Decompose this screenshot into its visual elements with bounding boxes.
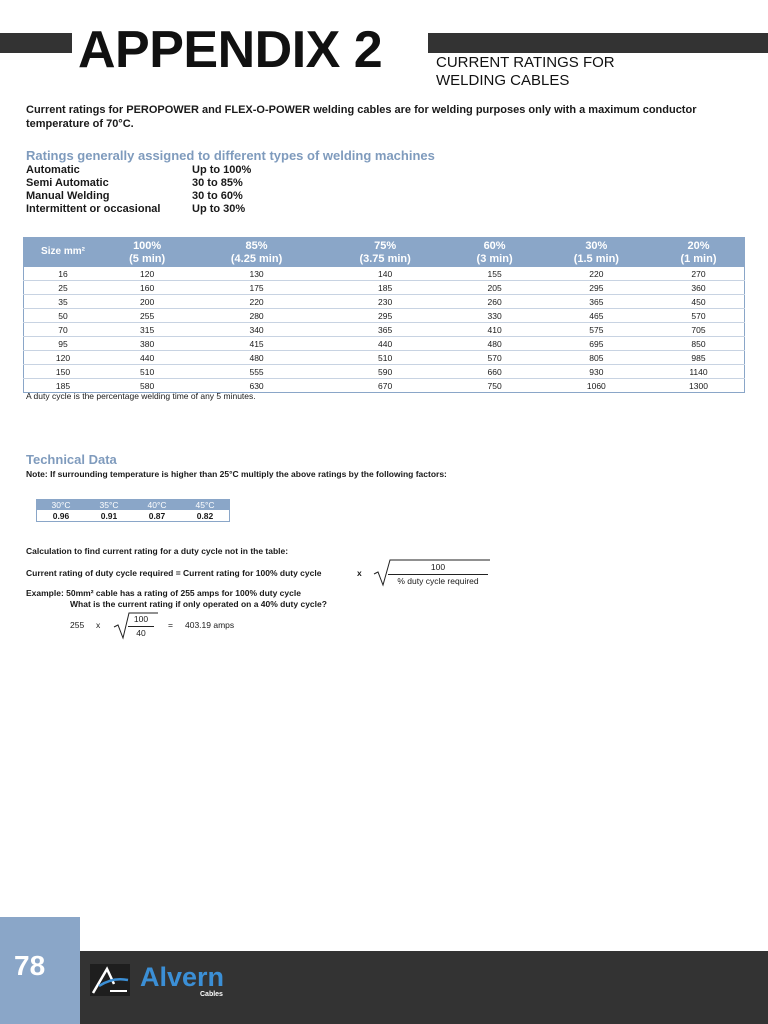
size-column-header: Size mm² <box>24 238 103 268</box>
rating-cell: 510 <box>321 351 450 365</box>
duty-time: (3.75 min) <box>359 252 411 265</box>
current-ratings-table <box>23 237 745 393</box>
duty-column-header <box>102 238 192 268</box>
factor-value: 0.96 <box>52 510 70 521</box>
rating-cell: 185 <box>321 281 450 295</box>
rating-cell: 695 <box>540 337 653 351</box>
duty-time: (3 min) <box>476 252 513 265</box>
rating-cell: 230 <box>321 295 450 309</box>
technical-data-heading: Technical Data <box>26 452 117 467</box>
example-result: 403.19 amps <box>185 620 235 630</box>
size-cell: 70 <box>24 323 103 337</box>
page-number: 78 <box>14 950 46 981</box>
rating-value: Up to 100% <box>192 164 252 176</box>
factor-value: 0.91 <box>100 510 118 521</box>
rating-cell: 380 <box>102 337 192 351</box>
subtitle-line-1: CURRENT RATINGS FOR <box>436 54 615 71</box>
temp-header: 40°C <box>133 500 181 511</box>
rating-cell: 705 <box>653 323 745 337</box>
rating-cell: 1140 <box>653 365 745 379</box>
rating-cell: 580 <box>140 380 155 391</box>
rating-type: Automatic <box>26 164 80 176</box>
rating-cell: 985 <box>653 351 745 365</box>
duty-time: (4.25 min) <box>230 252 283 265</box>
rating-cell: 510 <box>102 365 192 379</box>
example-times: x <box>96 620 101 630</box>
example-equals: = <box>168 620 173 630</box>
header-bar-right <box>428 33 768 53</box>
rating-cell: 260 <box>449 295 539 309</box>
duty-pct: 60% <box>483 240 506 252</box>
rating-cell: 670 <box>378 380 393 391</box>
rating-cell: 360 <box>653 281 745 295</box>
rating-cell: 255 <box>102 309 192 323</box>
rating-cell: 480 <box>192 351 321 365</box>
rating-cell: 1060 <box>586 380 606 391</box>
factor-header-row <box>37 500 230 511</box>
table-row <box>24 337 745 351</box>
rating-cell: 805 <box>540 351 653 365</box>
duty-pct: 75% <box>374 240 397 252</box>
duty-cycle-note: A duty cycle is the percentage welding time of any 5 minutes. <box>26 391 256 401</box>
rating-cell: 315 <box>102 323 192 337</box>
subtitle-line-2: WELDING CABLES <box>436 72 570 89</box>
rating-value: 30 to 60% <box>192 190 243 202</box>
table-row <box>24 267 745 281</box>
rating-cell: 750 <box>487 380 502 391</box>
rating-cell: 575 <box>540 323 653 337</box>
rating-type: Manual Welding <box>26 190 110 202</box>
duty-pct: 85% <box>245 240 268 252</box>
size-cell: 120 <box>24 351 103 365</box>
example-denominator: 40 <box>128 626 154 638</box>
ratings-row <box>26 177 251 190</box>
table-row <box>24 281 745 295</box>
ratings-heading: Ratings generally assigned to different types of welding machines <box>26 148 435 163</box>
temperature-note: Note: If surrounding temperature is higher than 25°C multiply the above ratings by the following factors: <box>26 469 447 479</box>
size-cell: 25 <box>24 281 103 295</box>
rating-cell: 340 <box>192 323 321 337</box>
intro-paragraph: Current ratings for PEROPOWER and FLEX-O-POWER welding cables are for welding purposes only with a maximum conductor temperature of 70°C. <box>26 104 697 130</box>
rating-cell: 140 <box>321 267 450 281</box>
ratings-row <box>26 190 251 203</box>
rating-type: Intermittent or occasional <box>26 203 161 215</box>
duty-column-header <box>321 238 450 268</box>
ratings-list <box>26 164 251 216</box>
brand-subtitle: Cables <box>200 991 223 998</box>
ratings-row <box>26 203 251 216</box>
rating-cell: 365 <box>321 323 450 337</box>
duty-column-header <box>653 238 745 268</box>
rating-cell: 630 <box>249 380 264 391</box>
rating-cell: 570 <box>449 351 539 365</box>
duty-column-header <box>540 238 653 268</box>
size-cell: 16 <box>24 267 103 281</box>
table-row <box>24 295 745 309</box>
duty-time: (5 min) <box>129 252 166 265</box>
rating-value: Up to 30% <box>192 203 246 215</box>
rating-cell: 660 <box>449 365 539 379</box>
rating-cell: 440 <box>102 351 192 365</box>
size-cell: 150 <box>24 365 103 379</box>
page-title: APPENDIX 2 <box>78 21 383 79</box>
rating-cell: 220 <box>192 295 321 309</box>
rating-cell: 480 <box>449 337 539 351</box>
rating-cell: 280 <box>192 309 321 323</box>
rating-cell: 1300 <box>689 380 708 391</box>
rating-cell: 270 <box>653 267 745 281</box>
example-line-1: Example: 50mm² cable has a rating of 255 amps for 100% duty cycle <box>26 588 301 598</box>
duty-pct: 100% <box>133 240 162 252</box>
table-header-row <box>24 238 745 268</box>
rating-cell: 120 <box>102 267 192 281</box>
table-row <box>24 323 745 337</box>
table-row <box>24 351 745 365</box>
rating-cell: 570 <box>653 309 745 323</box>
duty-pct: 30% <box>585 240 608 252</box>
rating-cell: 160 <box>102 281 192 295</box>
example-numerator: 100 <box>133 614 149 624</box>
rating-cell: 295 <box>540 281 653 295</box>
temp-header: 35°C <box>85 500 133 511</box>
example-fraction <box>128 614 154 638</box>
size-cell: 35 <box>24 295 103 309</box>
temp-header: 45°C <box>181 500 230 511</box>
rating-type: Semi Automatic <box>26 177 109 189</box>
rating-cell: 205 <box>449 281 539 295</box>
size-cell: 185 <box>55 380 71 391</box>
size-cell: 50 <box>24 309 103 323</box>
duty-time: (1.5 min) <box>573 252 619 265</box>
rating-cell: 590 <box>321 365 450 379</box>
formula-numerator: 100 <box>430 562 446 572</box>
formula-text: Current rating of duty cycle required = Current rating for 100% duty cycle <box>26 568 322 578</box>
rating-cell: 465 <box>540 309 653 323</box>
factor-value: 0.82 <box>196 510 214 521</box>
rating-cell: 850 <box>653 337 745 351</box>
rating-cell: 365 <box>540 295 653 309</box>
duty-time: (1 min) <box>680 252 717 265</box>
header-bar-left <box>0 33 72 53</box>
rating-cell: 555 <box>192 365 321 379</box>
formula-fraction <box>388 562 488 586</box>
formula-times: x <box>357 568 362 578</box>
rating-cell: 450 <box>653 295 745 309</box>
duty-column-header <box>192 238 321 268</box>
duty-pct: 20% <box>687 240 710 252</box>
rating-cell: 130 <box>192 267 321 281</box>
rating-cell: 220 <box>540 267 653 281</box>
ratings-row <box>26 164 251 177</box>
rating-cell: 415 <box>192 337 321 351</box>
table-row <box>24 309 745 323</box>
alvern-logo-icon <box>90 964 130 996</box>
temp-header: 30°C <box>37 500 86 511</box>
rating-cell: 155 <box>449 267 539 281</box>
factor-value: 0.87 <box>148 510 166 521</box>
rating-cell: 175 <box>192 281 321 295</box>
rating-cell: 295 <box>321 309 450 323</box>
table-row <box>24 365 745 379</box>
page-subtitle <box>436 54 615 90</box>
factor-value-row <box>37 510 230 522</box>
rating-value: 30 to 85% <box>192 177 243 189</box>
rating-cell: 440 <box>321 337 450 351</box>
rating-cell: 200 <box>102 295 192 309</box>
example-line-2: What is the current rating if only operated on a 40% duty cycle? <box>70 599 327 609</box>
duty-column-header <box>449 238 539 268</box>
temperature-factor-table <box>36 499 230 522</box>
rating-cell: 330 <box>449 309 539 323</box>
calc-intro: Calculation to find current rating for a duty cycle not in the table: <box>26 546 289 556</box>
formula-denominator: % duty cycle required <box>388 574 488 586</box>
size-cell: 95 <box>24 337 103 351</box>
rating-cell: 410 <box>449 323 539 337</box>
example-value: 255 <box>70 620 85 630</box>
brand-name: Alvern <box>140 962 225 992</box>
rating-cell: 930 <box>540 365 653 379</box>
